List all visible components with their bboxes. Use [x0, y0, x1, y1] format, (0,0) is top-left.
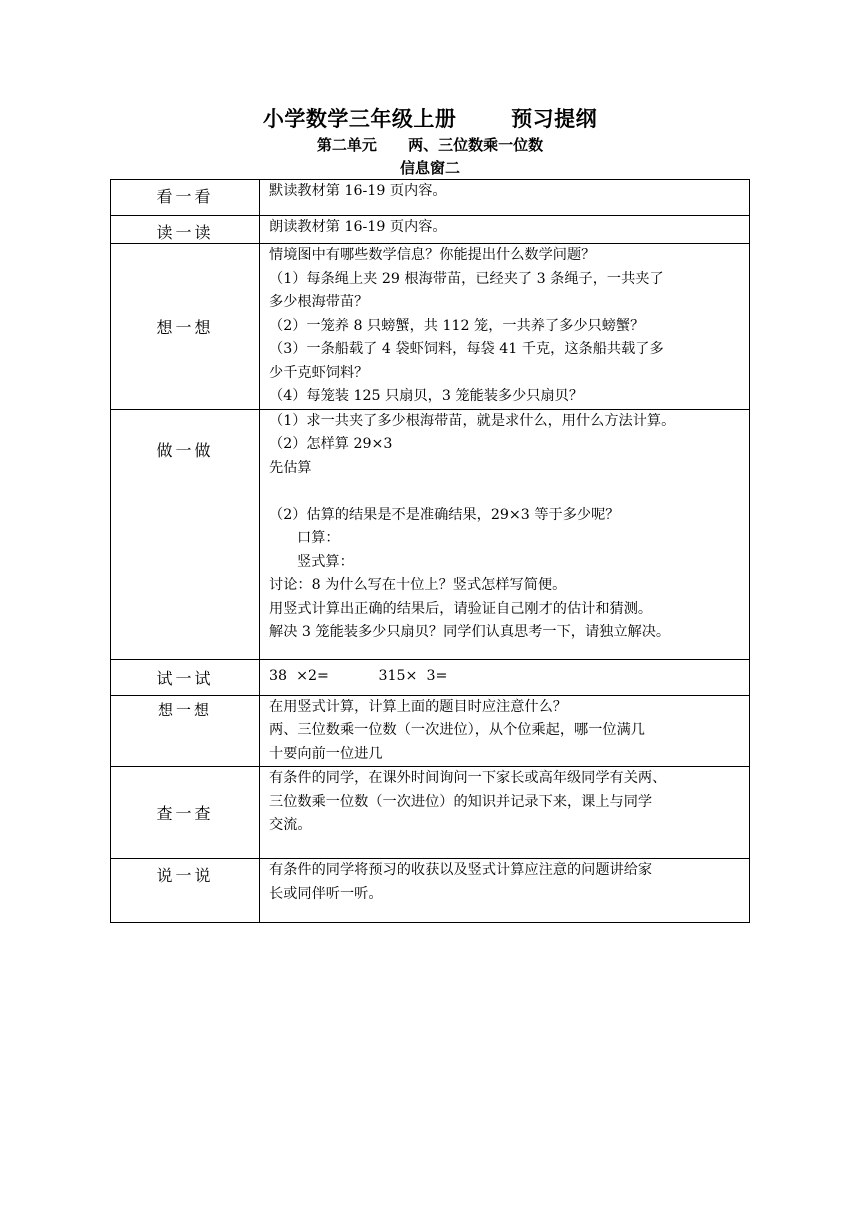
content-line: 十要向前一位进几: [269, 745, 383, 762]
content-line: （2）怎样算 29×3: [269, 436, 393, 452]
row-content-kan: [260, 180, 750, 216]
content-line: （3）一条船载了 4 袋虾饲料，每袋 41 千克，这条船共载了多: [269, 341, 664, 357]
content-line: 解决 3 笼能装多少只扇贝？同学们认真思考一下，请独立解决。: [269, 624, 671, 640]
content-line: 在用竖式计算，计算上面的题目时应注意什么？: [269, 698, 567, 715]
table-row: [111, 216, 750, 244]
content-line: 38 ×2= 315× 3=: [269, 668, 448, 685]
content-line: 讨论：8 为什么写在十位上？竖式怎样写简便。: [269, 577, 567, 593]
row-content-shuo: [260, 859, 750, 923]
content-line: 口算：: [297, 530, 340, 546]
content-line: （4）每笼装 125 只扇贝，3 笼能装多少只扇贝？: [269, 388, 584, 404]
content-line: 长或同伴听一听。: [269, 885, 383, 902]
row-label-xiang-2: 想一想: [111, 695, 260, 767]
row-label-cha: 查一查: [111, 767, 260, 859]
content-line: 有条件的同学将预习的收获以及竖式计算应注意的问题讲给家: [269, 862, 653, 878]
page-title: 小学数学三年级上册 预习提纲: [262, 107, 598, 131]
content-line: 交流。: [269, 817, 312, 833]
row-label-shi: 试一试: [111, 659, 260, 695]
content-line: 先估算: [269, 459, 312, 476]
row-label-du: 读一读: [111, 216, 260, 244]
content-line: 三位数乘一位数（一次进位）的知识并记录下来，课上与同学: [269, 793, 653, 810]
content-line: 两、三位数乘一位数（一次进位），从个位乘起，哪一位满几: [269, 722, 645, 738]
info-window-subtitle: 信息窗二: [399, 159, 460, 177]
content-line: 情境图中有哪些数学信息？你能提出什么数学问题？: [269, 247, 596, 263]
row-label-xiang: 想一想: [111, 244, 260, 410]
unit-subtitle: 第二单元 两、三位数乘一位数: [316, 136, 544, 154]
content-line: （1）每条绳上夹 29 根海带苗，已经夹了 3 条绳子，一共夹了: [269, 270, 664, 287]
table-row: [111, 767, 750, 859]
content-line: （1）求一共夹了多少根海带苗，就是求什么，用什么方法计算。: [269, 412, 676, 429]
row-content-shi: [260, 659, 750, 695]
content-line: （2）估算的结果是不是准确结果，29×3 等于多少呢？: [269, 506, 620, 523]
content-line: 默读教材第 16-19 页内容。: [269, 183, 447, 199]
row-content-du: [260, 216, 750, 244]
content-line: （2）一笼养 8 只螃蟹，共 112 笼，一共养了多少只螃蟹？: [269, 317, 645, 334]
content-line: 用竖式计算出正确的结果后，请验证自己刚才的估计和猜测。: [269, 600, 653, 617]
row-content-cha: [260, 767, 750, 859]
content-line: 竖式算：: [297, 553, 354, 570]
table-row: [111, 659, 750, 695]
row-content-zuo: [260, 409, 750, 659]
table-row: [111, 695, 750, 767]
table-row: [111, 244, 750, 410]
content-line: 多少根海带苗？: [269, 294, 369, 310]
row-label-zuo: 做一做: [111, 409, 260, 659]
row-label-shuo: 说一说: [111, 859, 260, 923]
table-row: [111, 409, 750, 659]
row-label-kan: 看一看: [111, 180, 260, 216]
content-line: 有条件的同学，在课外时间询问一下家长或高年级同学有关两、: [269, 770, 667, 786]
table-row: [111, 180, 750, 216]
row-content-xiang: [260, 244, 750, 410]
table-row: [111, 859, 750, 923]
blank-line: [269, 480, 747, 504]
preview-outline-table: [110, 179, 750, 923]
row-content-xiang-2: [260, 695, 750, 767]
content-line: 少千克虾饲料？: [269, 364, 369, 381]
content-line: 朗读教材第 16-19 页内容。: [269, 219, 447, 235]
